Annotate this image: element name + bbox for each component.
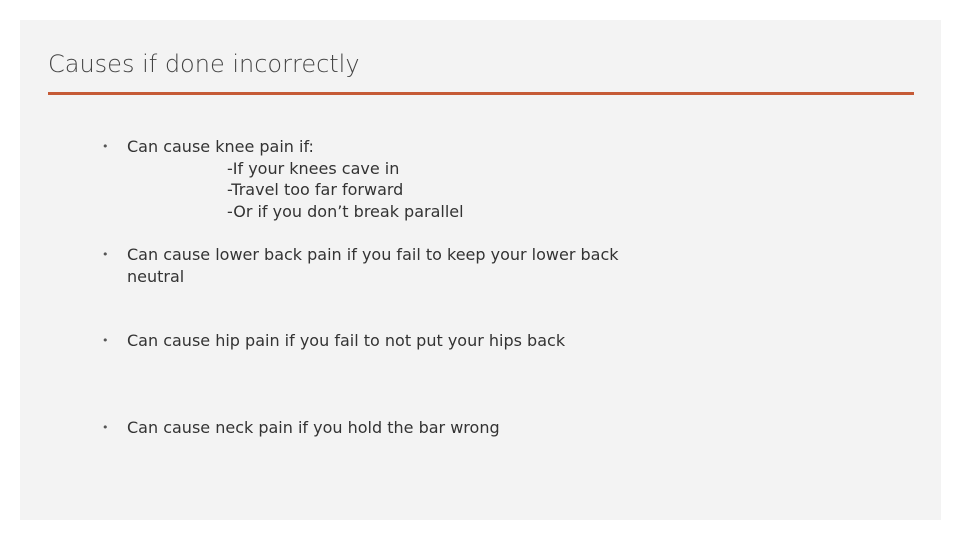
bullet-text: Can cause hip pain if you fail to not put your hips back xyxy=(127,331,566,350)
bullet-subline: -Travel too far forward xyxy=(227,180,404,199)
bullet-subline: -If your knees cave in xyxy=(227,158,400,178)
bullet-dot: • xyxy=(102,140,109,153)
title-underline xyxy=(48,92,914,95)
bullet-dot: • xyxy=(102,334,109,347)
slide xyxy=(20,20,941,520)
bullet-text xyxy=(127,136,627,222)
bullet-text: Can cause lower back pain if you fail to keep your lower back neutral xyxy=(127,245,619,286)
bullet-text: Can cause neck pain if you hold the bar wrong xyxy=(127,418,500,437)
slide-title: Causes if done incorrectly xyxy=(48,50,360,78)
bullet-dot: • xyxy=(102,248,109,261)
bullet-text-main: Can cause knee pain if: xyxy=(127,137,314,156)
bullet-dot: • xyxy=(102,421,109,434)
bullet-subline: -Or if you don’t break parallel xyxy=(227,201,464,221)
